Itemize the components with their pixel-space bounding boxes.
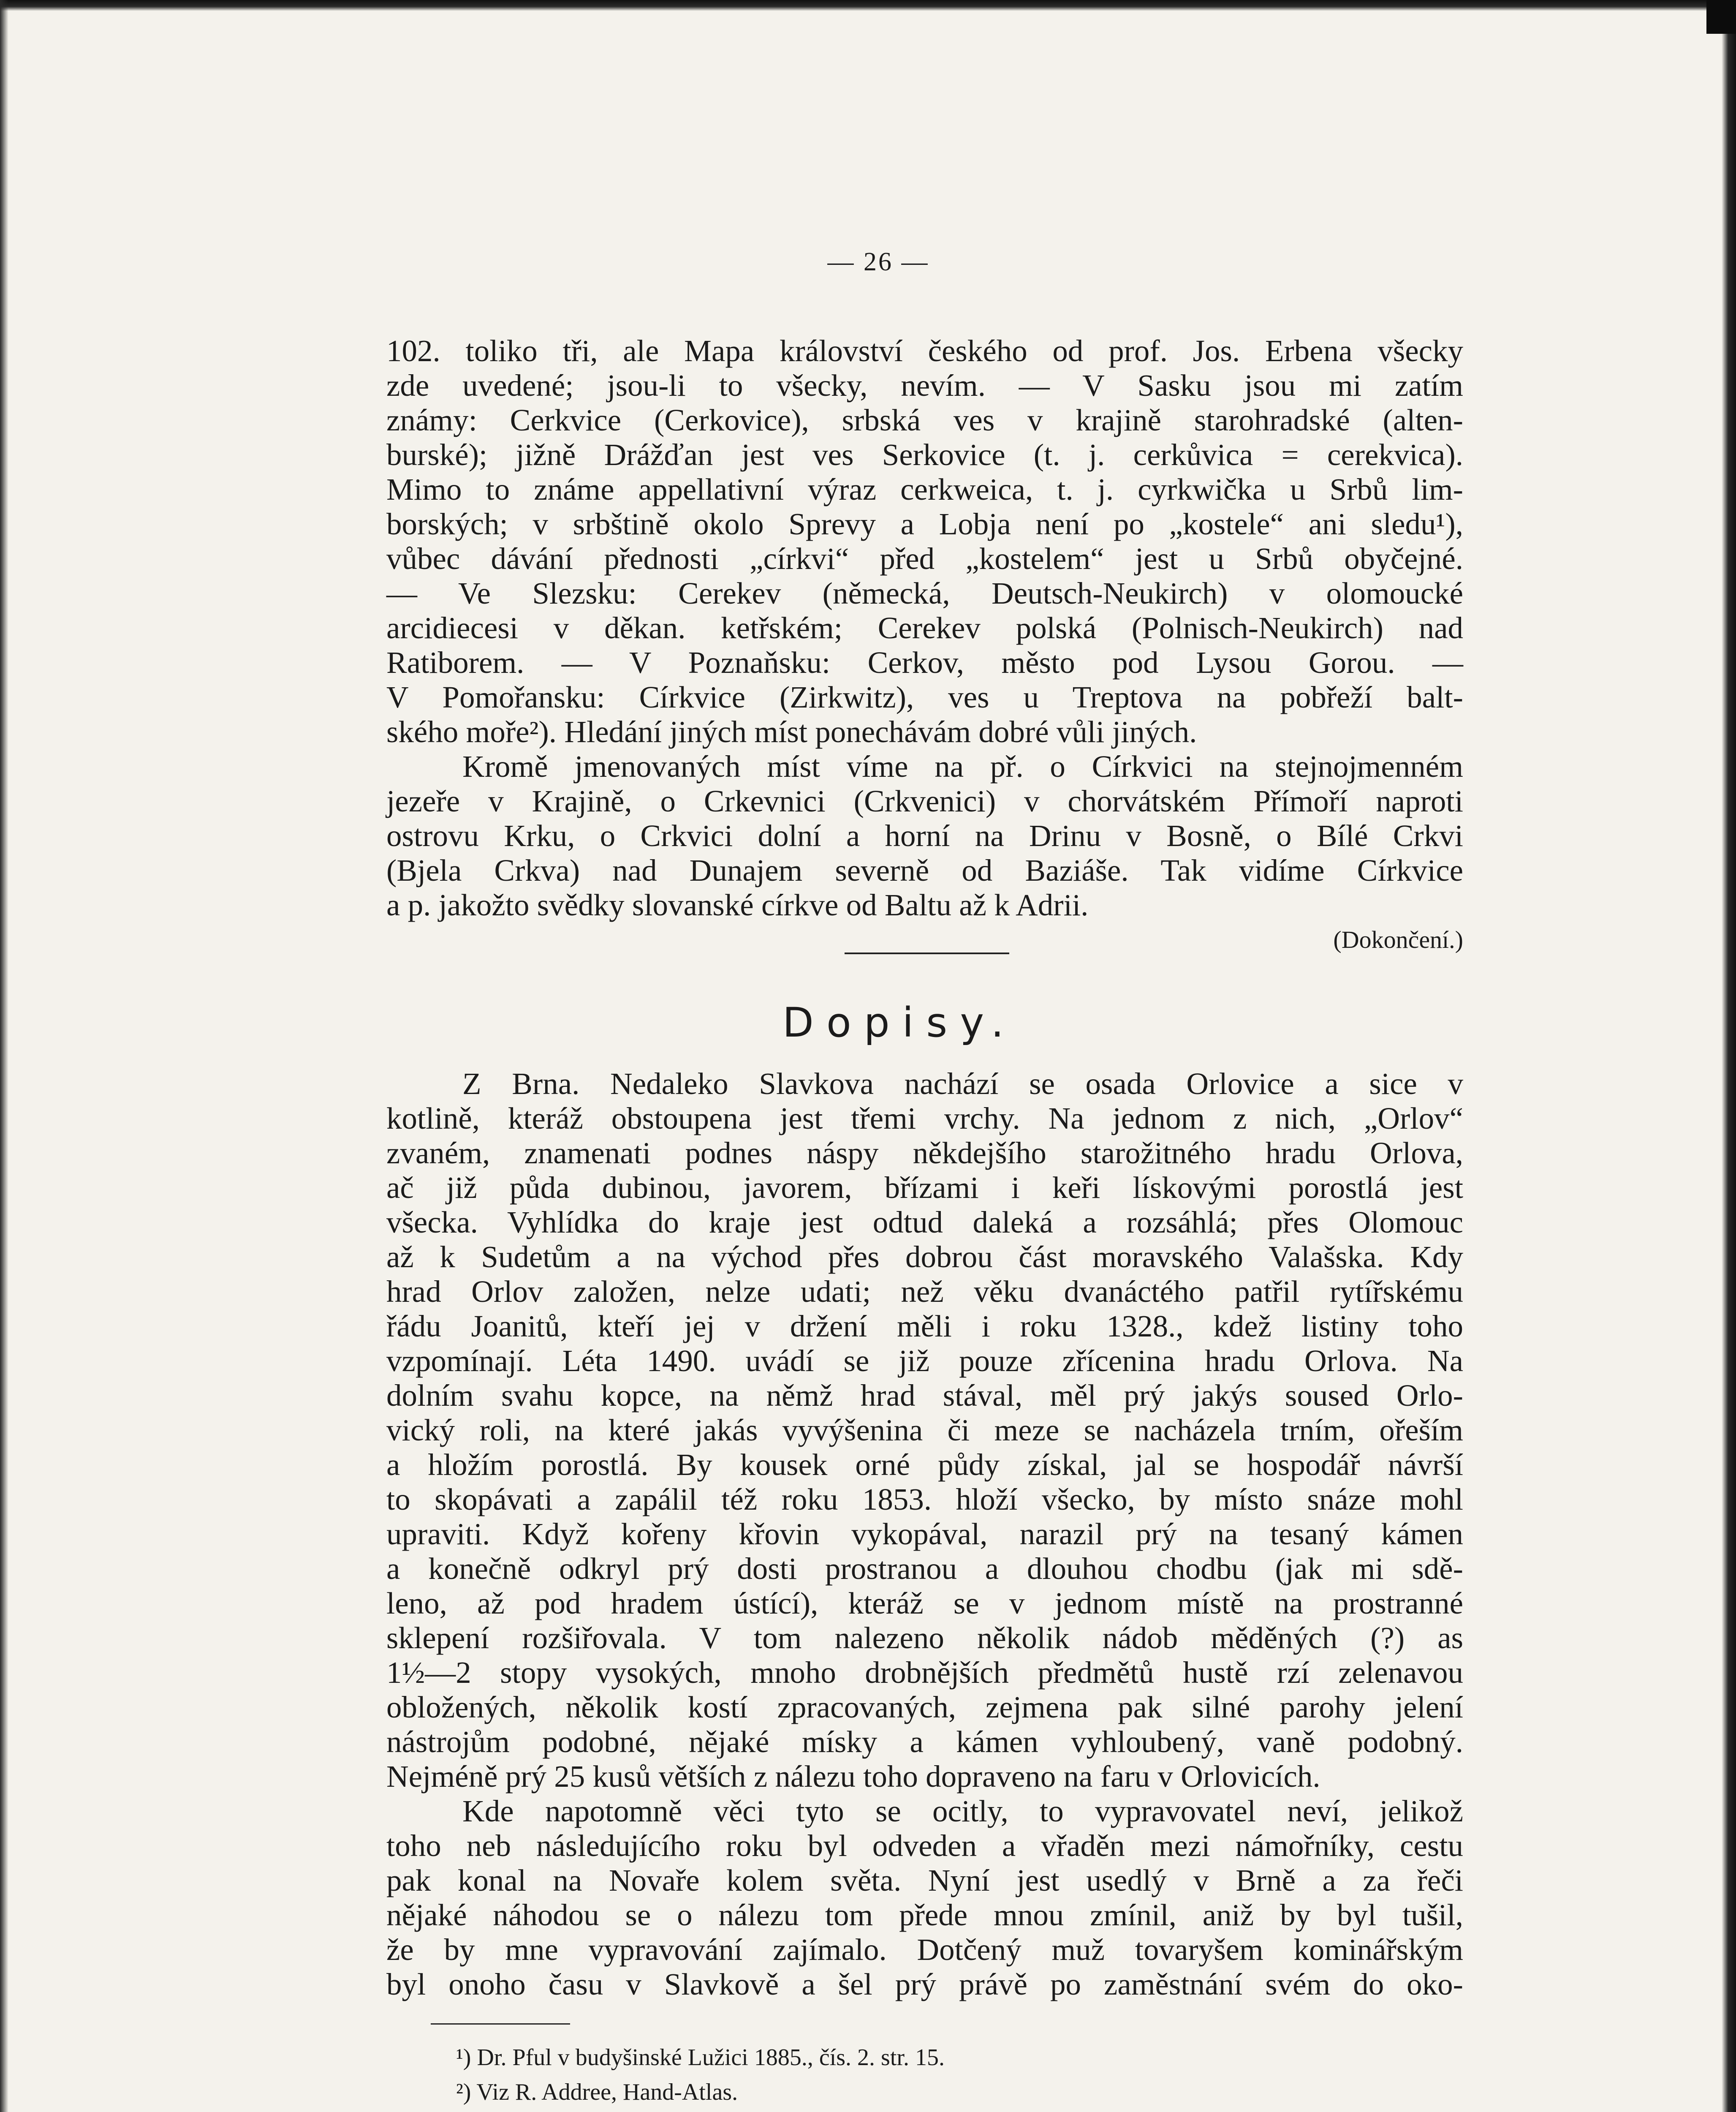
text-line: kotlině, kteráž obstoupena jest třemi vrchy. Na jednom z nich, „Orlov“ [386,1101,1463,1135]
text-line: hrad Orlov založen, nelze udati; než věku dvanáctého patřil rytířskému [386,1274,1463,1309]
text-line: zde uvedené; jsou-li to všecky, nevím. — V Sasku jsou mi zatím [386,368,1463,403]
text-line: zvaném, znamenati podnes náspy někdejšího starožitného hradu Orlova, [386,1136,1463,1170]
text-line: nějaké náhodou se o nálezu tom přede mnou zmínil, aniž by byl tušil, [386,1898,1463,1932]
text-line: V Pomořansku: Církvice (Zirkwitz), ves u Treptova na pobřeží balt- [386,680,1463,714]
text-line: Nejméně prý 25 kusů větších z nálezu toho dopraveno na faru v Orlovicích. [386,1759,1320,1794]
scan-left-edge [0,0,8,2112]
text-line: jezeře v Krajině, o Crkevnici (Crkvenici) v chorvátském Přímoří naproti [386,784,1463,818]
text-line: dolním svahu kopce, na němž hrad stával, měl prý jakýs soused Orlo- [386,1378,1463,1413]
section-heading: Dopisy. [782,999,1016,1046]
text-line: Kde napotomně věci tyto se ocitly, to vypravovatel neví, jelikož [462,1794,1463,1828]
text-line: pak konal na Novaře kolem světa. Nyní jest usedlý v Brně a za řeči [386,1863,1463,1897]
letter-from-brno [386,1067,1463,2002]
page-number: — 26 — [827,248,929,276]
text-line: řádu Joanitů, kteří jej v držení měli i roku 1328., kdež listiny toho [386,1309,1463,1343]
article-end-note: (Dokončení.) [1333,926,1463,953]
text-line: upraviti. Když kořeny křovin vykopával, narazil prý na tesaný kámen [386,1517,1463,1551]
text-line: vzpomínají. Léta 1490. uvádí se již pouze zřícenina hradu Orlova. Na [386,1344,1463,1378]
footnote-divider [431,2023,570,2025]
text-line: leno, až pod hradem ústící), kteráž se v jednom místě na prostranné [386,1586,1463,1620]
article-continuation [386,334,1463,957]
text-line: Mimo to známe appellativní výraz cerkweica, t. j. cyrkwička u Srbů lim- [386,472,1463,506]
text-line: Kromě jmenovaných míst víme na př. o Církvici na stejnojmenném [462,749,1463,784]
section-divider [845,953,1009,954]
text-line: to skopávati a zapálil též roku 1853. hloží všecko, by místo snáze mohl [386,1482,1463,1516]
footnote: ²) Viz R. Addree, Hand-Atlas. [456,2079,738,2105]
text-line: sklepení rozšiřovala. V tom nalezeno několik nádob měděných (?) as [386,1621,1463,1655]
text-line: Ratiborem. — V Poznaňsku: Cerkov, město pod Lysou Gorou. — [386,645,1463,680]
text-line: že by mne vypravování zajímalo. Dotčený muž tovaryšem kominářským [386,1932,1463,1967]
text-line: všecka. Vyhlídka do kraje jest odtud daleká a rozsáhlá; přes Olomouc [386,1205,1463,1239]
text-line: ského moře²). Hledání jiných míst ponechávám dobré vůli jiných. [386,715,1197,749]
text-line: ač již půda dubinou, javorem, břízami i keři lískovými porostlá jest [386,1170,1463,1205]
scan-right-edge [1722,0,1736,2112]
text-line: 102. toliko tři, ale Mapa království českého od prof. Jos. Erbena všecky [386,334,1463,368]
text-line: až k Sudetům a na východ přes dobrou část moravského Valašska. Kdy [386,1240,1463,1274]
text-line: vůbec dávání přednosti „církvi“ před „kostelem“ jest u Srbů obyčejné. [386,542,1463,576]
text-line: 1½—2 stopy vysokých, mnoho drobnějších předmětů hustě rzí zelenavou [386,1655,1463,1690]
text-line: burské); jižně Drážďan jest ves Serkovice (t. j. cerkůvica = cerekvica). [386,438,1463,472]
text-line: borských; v srbštině okolo Sprevy a Lobja není po „kostele“ ani sledu¹), [386,507,1463,541]
text-line: nástrojům podobné, nějaké mísky a kámen vyhloubený, vaně podobný. [386,1725,1463,1759]
footnote: ¹) Dr. Pful v budyšinské Lužici 1885., čís. 2. str. 15. [456,2044,945,2071]
text-line: byl onoho času v Slavkově a šel prý právě po zaměstnání svém do oko- [386,1967,1463,2001]
text-line: známy: Cerkvice (Cerkovice), srbská ves v krajině starohradské (alten- [386,403,1463,437]
footnotes [456,2040,1427,2109]
text-line: a p. jakožto svědky slovanské církve od Baltu až k Adrii. [386,888,1089,922]
text-line: a konečně odkryl prý dosti prostranou a dlouhou chodbu (jak mi sdě- [386,1551,1463,1586]
text-line: ostrovu Krku, o Crkvici dolní a horní na Drinu v Bosně, o Bílé Crkvi [386,819,1463,853]
scan-corner-mark [1706,0,1736,34]
text-line: — Ve Slezsku: Cerekev (německá, Deutsch-Neukirch) v olomoucké [386,576,1463,610]
text-line: obložených, několik kostí zpracovaných, zejmena pak silné parohy jelení [386,1690,1463,1724]
text-line: (Bjela Crkva) nad Dunajem severně od Baziáše. Tak vidíme Církvice [386,853,1463,887]
text-line: toho neb následujícího roku byl odveden a vřaděn mezi námořníky, cestu [386,1829,1463,1863]
text-line: arcidiecesi v děkan. ketřském; Cerekev polská (Polnisch-Neukirch) nad [386,611,1463,645]
text-line: a hložím porostlá. By kousek orné půdy získal, jal se hospodář návrší [386,1448,1463,1482]
text-line: vický roli, na které jakás vyvýšenina či meze se nacházela trním, ořeším [386,1413,1463,1447]
scan-top-edge [0,0,1736,11]
text-line: Z Brna. Nedaleko Slavkova nachází se osada Orlovice a sice v [462,1067,1463,1101]
